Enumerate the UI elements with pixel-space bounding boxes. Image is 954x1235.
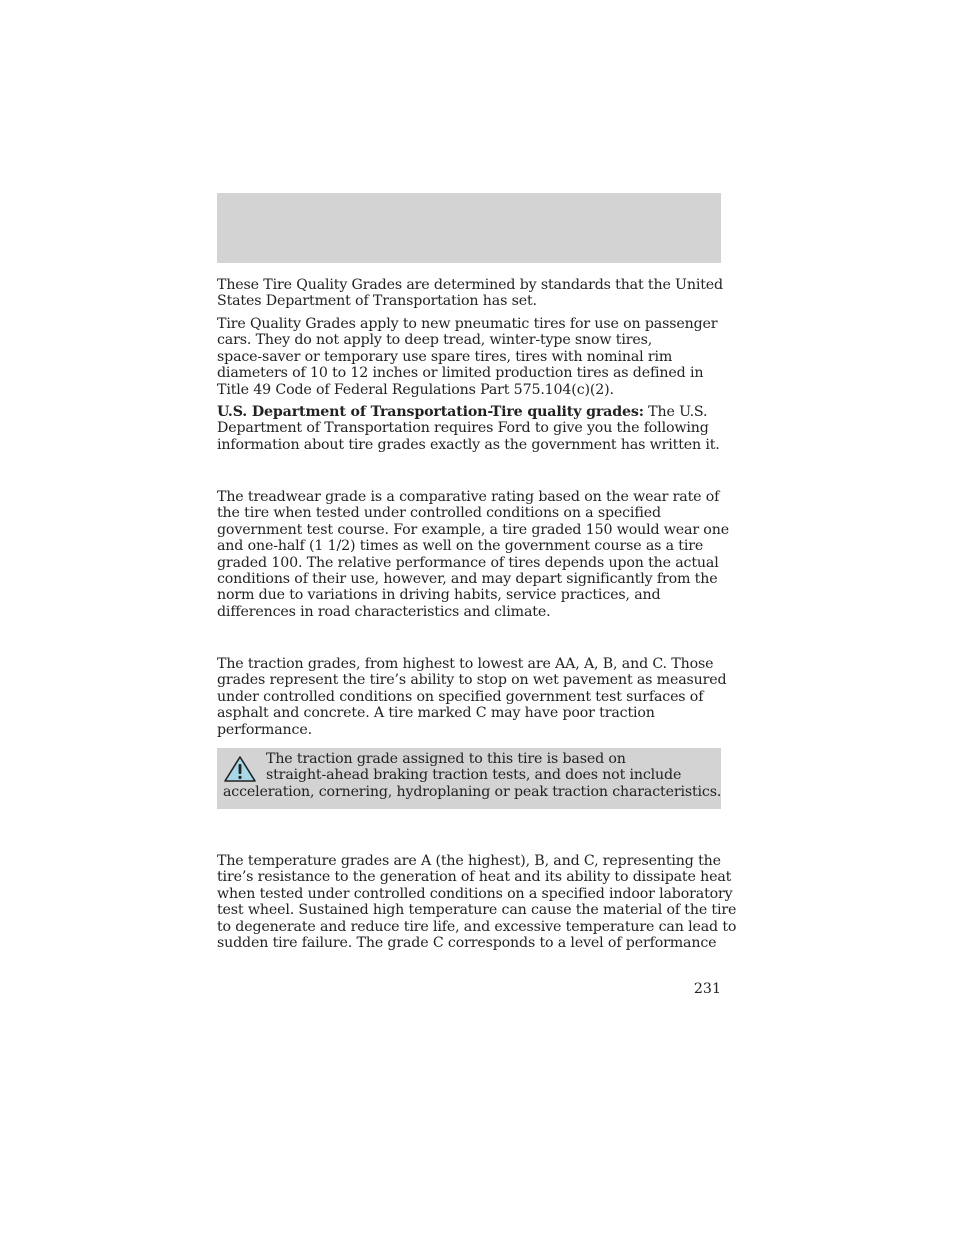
text-line: the tire when tested under controlled conditions on a specified [217,505,661,522]
text-line: differences in road characteristics and climate. [217,603,551,620]
text-line: graded 100. The relative performance of tires depends upon the actual [217,554,719,571]
text-line: The traction grade assigned to this tire is based on [266,751,626,767]
text-line: Department of Transportation requires Ford to give you the following [217,420,709,437]
paragraph-quality-grades-standards [217,277,723,310]
paragraph-treadwear [217,489,729,620]
text-line: Title 49 Code of Federal Regulations Part 575.104(c)(2). [217,381,614,398]
section-header-band [217,193,721,263]
text-line: cars. They do not apply to deep tread, winter-type snow tires, [217,332,653,349]
text-line: when tested under controlled conditions on a specified indoor laboratory [217,885,733,902]
text-line: The traction grades, from highest to lowest are AA, A, B, and C. Those [217,656,714,672]
text-line: and one-half (1 1/2) times as well on the government course as a tire [217,538,704,555]
text-line: grades represent the tire’s ability to stop on wet pavement as measured [217,672,727,689]
text-line: sudden tire failure. The grade C corresponds to a level of performance [217,935,717,952]
warning-box [217,748,721,809]
text-line [217,404,723,420]
warning-text [217,751,721,800]
text-line: to degenerate and reduce tire life, and excessive temperature can lead to [217,918,737,935]
paragraph-temperature [217,853,737,952]
text-fragment: The U.S. [643,404,708,420]
text-line: The treadwear grade is a comparative rating based on the wear rate of [217,489,720,505]
text-line: information about tire grades exactly as the government has written it. [217,436,720,453]
text-line: conditions of their use, however, and may depart significantly from the [217,571,718,588]
paragraph-dot-tire-quality-grades [217,404,723,453]
text-line: under controlled conditions on specified government test surfaces of [217,688,704,705]
text-line: norm due to variations in driving habits, service practices, and [217,587,661,604]
bold-lead-heading: U.S. Department of Transportation-Tire quality grades: [217,404,644,420]
text-line: performance. [217,721,312,738]
text-line: States Department of Transportation has set. [217,293,537,310]
paragraph-traction [217,656,727,738]
paragraph-quality-grades-applicability [217,316,723,398]
text-line: acceleration, cornering, hydroplaning or peak traction characteristics. [223,783,722,800]
text-line: tire’s resistance to the generation of heat and its ability to dissipate heat [217,869,732,886]
page-number: 231 [693,981,721,997]
text-line: The temperature grades are A (the highest), B, and C, representing the [217,853,721,869]
text-line: straight-ahead braking traction tests, and does not include [266,767,682,784]
text-line: These Tire Quality Grades are determined by standards that the United [217,277,723,293]
text-line: space-saver or temporary use spare tires, tires with nominal rim [217,348,673,365]
text-line: asphalt and concrete. A tire marked C may have poor traction [217,705,655,722]
text-line: diameters of 10 to 12 inches or limited production tires as defined in [217,365,704,382]
text-line: government test course. For example, a tire graded 150 would wear one [217,521,729,538]
text-line: test wheel. Sustained high temperature can cause the material of the tire [217,902,737,919]
text-line: Tire Quality Grades apply to new pneumatic tires for use on passenger [217,316,718,332]
